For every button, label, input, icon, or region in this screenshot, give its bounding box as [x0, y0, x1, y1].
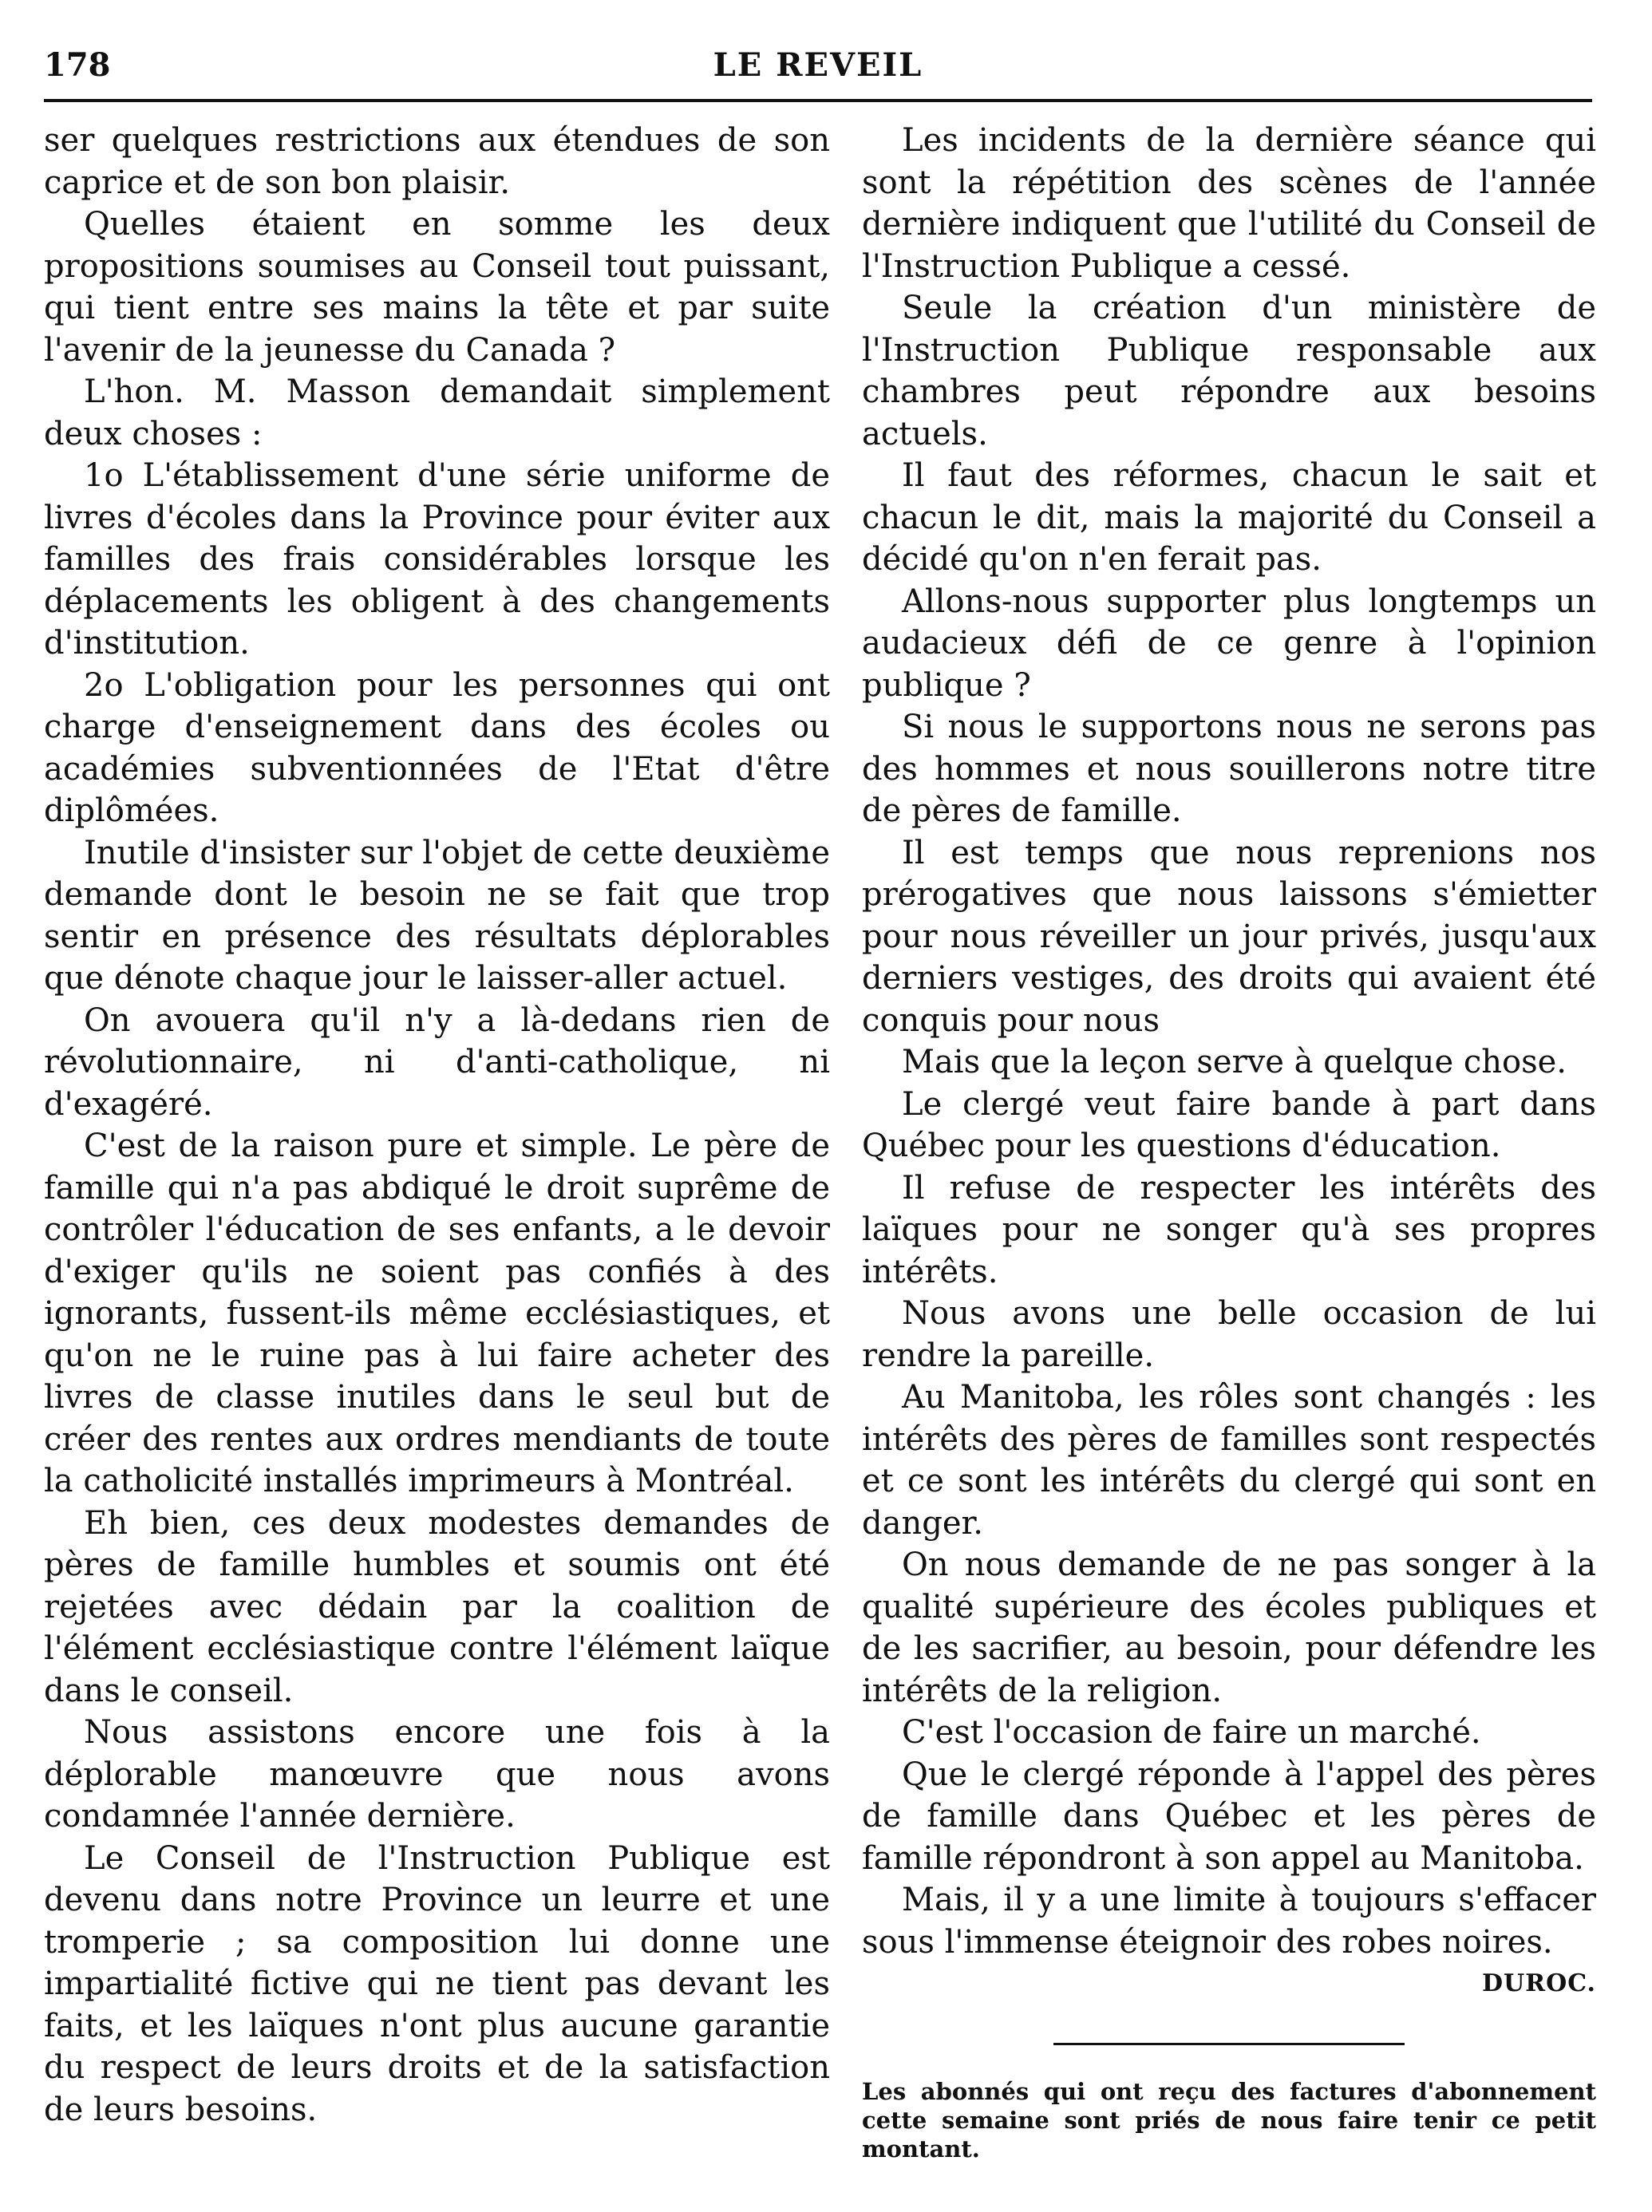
page-header [44, 46, 1592, 94]
paragraph: Au Manitoba, les rôles sont changés : les intérêts des pères de familles sont respectés et ce sont les intérêts du clergé qui sont en danger. [862, 1379, 1596, 1542]
paragraph: Il refuse de respecter les intérêts des laïques pour ne songer qu'à ses propres intérêts. [862, 1169, 1596, 1290]
paragraph: On avouera qu'il n'y a là-dedans rien de révolutionnaire, ni d'anti-catholique, ni d'exagéré. [44, 1001, 830, 1123]
paragraph: Eh bien, ces deux modestes demandes de pères de famille humbles et soumis ont été rejetées avec dédain par la coalition de l'élément ecclésiastique contre l'élément laïque dans le conseil. [44, 1504, 830, 1709]
paragraph: C'est l'occasion de faire un marché. [902, 1714, 1481, 1751]
paragraph: Les incidents de la dernière séance qui sont la répétition des scènes de l'année dernière indiquent que l'utilité du Conseil de l'Instruction Publique a cessé. [862, 122, 1596, 285]
paragraph: 1o L'établissement d'une série uniforme de livres d'écoles dans la Province pour éviter aux familles des frais considérables lorsque les déplacements les obligent à des changements d'institution. [44, 457, 830, 662]
paragraph: Si nous le supportons nous ne serons pas des hommes et nous souillerons notre titre de pères de famille. [862, 709, 1596, 829]
paragraph: Nous avons une belle occasion de lui rendre la pareille. [862, 1295, 1596, 1374]
paragraph: ser quelques restrictions aux étendues de son caprice et de son bon plaisir. [44, 122, 830, 201]
section-divider [1053, 2043, 1405, 2045]
paragraph: Mais que la leçon serve à quelque chose. [902, 1044, 1567, 1080]
paragraph: Il est temps que nous reprenions nos prérogatives que nous laissons s'émietter pour nous réveiller un jour privés, jusqu'aux derniers vestiges, des droits qui avaient été conquis pour nous [862, 834, 1596, 1039]
paragraph: Le clergé veut faire bande à part dans Québec pour les questions d'éducation. [862, 1085, 1596, 1164]
paragraph: Quelles étaient en somme les deux propositions soumises au Conseil tout puissant, qui tient entre ses mains la tête et par suite l'avenir de la jeunesse du Canada ? [44, 206, 830, 369]
paragraph: Seule la création d'un ministère de l'Instruction Publique responsable aux chambres peut répondre aux besoins actuels. [862, 290, 1596, 452]
paragraph: Le Conseil de l'Instruction Publique est devenu dans notre Province un leurre et une tromperie ; sa composition lui donne une impartialité fictive qui ne tient pas devant les faits, et les laïques n'ont plus aucune garantie du respect de leurs droits et de la satisfaction de leurs besoins. [44, 1839, 830, 2128]
paragraph: Nous assistons encore une fois à la déplorable manœuvre que nous avons condamnée l'année dernière. [44, 1714, 830, 1835]
running-title: LE REVEIL [713, 46, 923, 84]
paragraph: L'hon. M. Masson demandait simplement deux choses : [44, 373, 830, 452]
paragraph: Que le clergé réponde à l'appel des pères de famille dans Québec et les pères de famille répondront à son appel au Manitoba. [862, 1756, 1596, 1877]
page-number: 178 [44, 46, 111, 84]
paragraph: Inutile d'insister sur l'objet de cette deuxième demande dont le besoin ne se fait que trop sentir en présence des résultats déplorables que dénote chaque jour le laisser-aller actuel. [44, 834, 830, 997]
paragraph: Allons-nous supporter plus longtemps un audacieux défi de ce genre à l'opinion publique ? [862, 583, 1596, 704]
paragraph: Il faut des réformes, chacun le sait et chacun le dit, mais la majorité du Conseil a décidé qu'on n'en ferait pas. [862, 457, 1596, 578]
header-divider [44, 99, 1592, 102]
subscriber-notice: Les abonnés qui ont reçu des factures d'abonnement cette semaine sont priés de nous faire tenir ce petit montant. [862, 2078, 1596, 2163]
paragraph: On nous demande de ne pas songer à la qualité supérieure des écoles publiques et de les sacrifier, au besoin, pour défendre les intérêts de la religion. [862, 1546, 1596, 1709]
paragraph: C'est de la raison pure et simple. Le père de famille qui n'a pas abdiqué le droit suprême de contrôler l'éducation de ses enfants, a le devoir d'exiger qu'ils ne soient pas confiés à des ignorants, fussent-ils même ecclésiastiques, et qu'on ne le ruine pas à lui faire acheter des livres de classe inutiles dans le seul but de créer des rentes aux ordres mendiants de toute la catholicité installés imprimeurs à Montréal. [44, 1128, 830, 1499]
paragraph: Mais, il y a une limite à toujours s'effacer sous l'immense éteignoir des robes noires. [862, 1882, 1596, 1961]
paragraph: 2o L'obligation pour les personnes qui ont charge d'enseignement dans des écoles ou académies subventionnées de l'Etat d'être diplômées. [44, 666, 830, 829]
author-signature: DUROC. [1481, 1969, 1596, 1997]
left-column [44, 120, 830, 2131]
right-column [862, 120, 1596, 2163]
